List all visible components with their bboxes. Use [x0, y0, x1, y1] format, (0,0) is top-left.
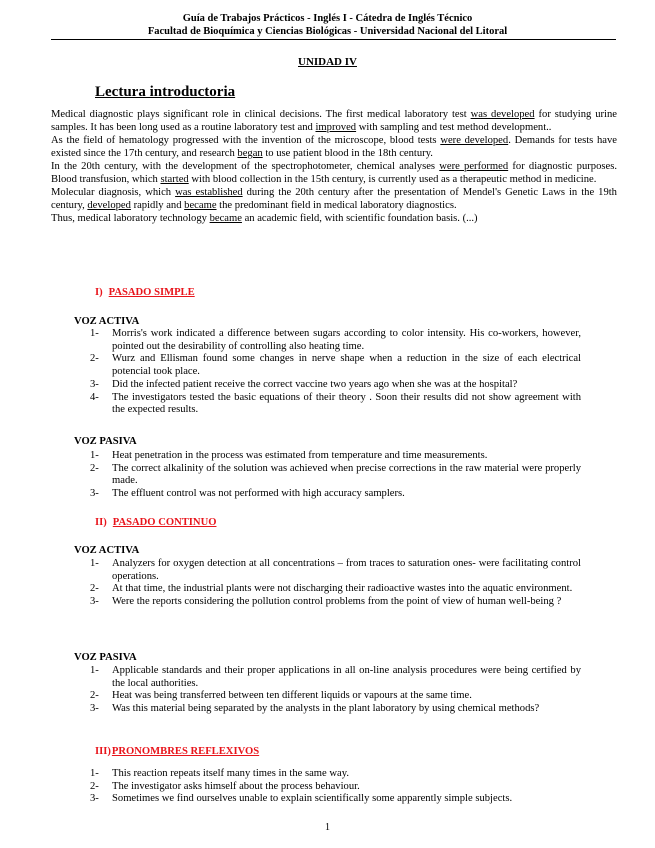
list-item: 3- Sometimes we find ourselves unable to explain scientifically some apparently simple subjects.	[90, 793, 513, 805]
list-item: 1- Analyzers for oxygen detection at all concentrations – from traces to saturation ones- were facilitating control operations.	[90, 558, 581, 582]
list-item: 1- Applicable standards and their proper applications in all on-line analysis procedures were being certified by the local authorities.	[90, 665, 581, 689]
unit-title: UNIDAD IV	[298, 56, 357, 68]
reading-paragraph-2: As the field of hematology progressed with the invention of the microscope, blood tests were developed. Demands for tests have existed since the 17th century, and research began to use patient blood in the 18th century.	[51, 135, 618, 159]
list-item: 1- Heat penetration in the process was estimated from temperature and time measurements.	[90, 450, 488, 461]
header-line-2: Facultad de Bioquímica y Ciencias Biológicas - Universidad Nacional del Litoral	[147, 26, 508, 37]
header-line-1: Guía de Trabajos Prácticos - Inglés I - Cátedra de Inglés Técnico	[182, 13, 473, 24]
list-item: 1- Morris's work indicated a difference between sugars according to color intensity. His co-workers, however, pointed out the desirability of controlling also heating time.	[90, 328, 581, 352]
exercise-list-pasado-simple-pasiva	[90, 450, 581, 501]
reading-title: Lectura introductoria	[95, 84, 236, 100]
reading-paragraph-4: Molecular diagnosis, which was established during the 20th century after the presentation of Mendel's Genetic Laws in the 19th century, developed rapidly and became the predominant field in medical laboratory diagnostics.	[51, 187, 617, 211]
list-item: 3- Were the reports considering the pollution control problems from the point of view of human well-being ?	[90, 596, 562, 608]
list-item: 2- Wurz and Ellisman found some changes in nerve shape when a reduction in the size of each electrical potencial took place.	[90, 353, 581, 378]
list-item: 2- Heat was being transferred between ten different liquids or vapours at the same time.	[90, 690, 472, 702]
section-heading-pronombres-reflexivos: III)PRONOMBRES REFLEXIVOS	[95, 746, 260, 757]
page-number: 1	[325, 822, 330, 833]
section-heading-pasado-continuo: II) PASADO CONTINUO	[95, 517, 217, 528]
exercise-list-pasado-continuo-pasiva	[90, 665, 581, 716]
voz-pasiva-label: VOZ PASIVA	[74, 436, 137, 447]
exercise-list-pasado-continuo-activa	[90, 558, 581, 609]
voz-pasiva-label: VOZ PASIVA	[74, 652, 137, 663]
list-item: 3- Did the infected patient receive the correct vaccine two years ago when she was at the hospital?	[90, 378, 518, 390]
list-item: 2- The correct alkalinity of the solution was achieved when precise corrections in the raw material were properly made.	[90, 462, 581, 487]
exercise-list-pasado-simple-activa	[90, 328, 581, 417]
reading-paragraph-1: Medical diagnostic plays significant role in clinical decisions. The first medical laboratory test was developed for studying urine samples. It has been long used as a routine laboratory test and improved with sampling and test method development..	[51, 109, 617, 133]
voz-activa-label: VOZ ACTIVA	[74, 316, 140, 327]
voz-activa-label: VOZ ACTIVA	[74, 545, 140, 556]
list-item: 3- The effluent control was not performed with high accuracy samplers.	[90, 488, 405, 500]
list-item: 4- The investigators tested the basic equations of their theory . Soon their results did not show agreement with the expected results.	[90, 391, 581, 416]
list-item: 3- Was this material being separated by the analysts in the plant laboratory by using chemical methods?	[90, 703, 540, 715]
reading-paragraph-5: Thus, medical laboratory technology became an academic field, with scientific foundation basis. (...)	[51, 213, 478, 224]
list-item: 2- At that time, the industrial plants were not discharging their radioactive wastes into the aquatic environment.	[90, 583, 573, 595]
list-item: 2- The investigator asks himself about the process behaviour.	[90, 780, 360, 792]
section-heading-pasado-simple: I) PASADO SIMPLE	[95, 287, 195, 298]
reading-paragraph-3: In the 20th century, with the development of the spectrophotometer, chemical analyses were performed for diagnostic purposes. Blood transfusion, which started with blood collection in the 15th century, is currently used as a therapeutic method in medicine.	[51, 161, 617, 185]
exercise-list-pronombres-reflexivos	[90, 768, 581, 806]
list-item: 1- This reaction repeats itself many times in the same way.	[90, 768, 350, 779]
header-divider	[51, 39, 616, 40]
reading-text	[51, 108, 617, 225]
